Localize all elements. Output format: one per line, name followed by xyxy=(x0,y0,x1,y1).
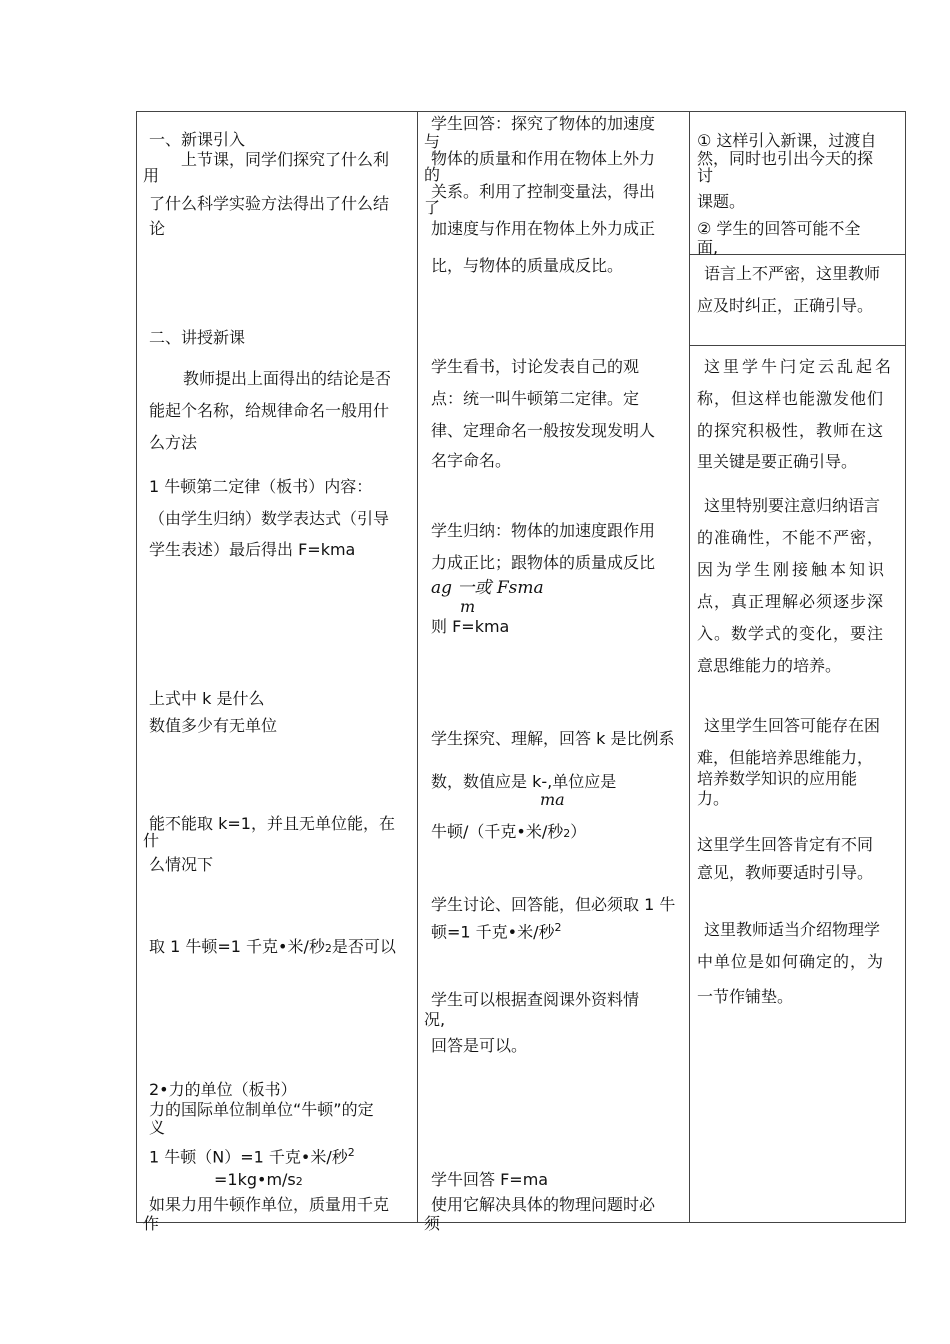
text-line: 加速度与作用在物体上外力成正 xyxy=(431,219,656,238)
student-activity-column xyxy=(417,111,690,1233)
text-line: 1 牛顿第二定律（板书）内容： xyxy=(149,477,373,496)
text-line: 回答是可以。 xyxy=(431,1036,528,1055)
text-line: 一节作铺垫。 xyxy=(697,987,794,1006)
text-line: 讨 xyxy=(697,166,714,185)
text-line: 培养数学知识的应用能 xyxy=(697,769,858,788)
text-line: 力成正比；跟物体的质量成反比 xyxy=(431,553,656,572)
text-line: 的准确性，不能不严密， xyxy=(697,528,885,547)
text-line: 点，真正理解必须逐步深 xyxy=(697,592,885,611)
text-line: =1kg•m/s2 xyxy=(214,1170,303,1189)
text-line: 作 xyxy=(143,1214,160,1233)
text-line: 难，但能培养思维能力， xyxy=(697,748,874,767)
text-line: 律、定理命名一般按发现发明人 xyxy=(431,421,656,440)
text-line: 力。 xyxy=(697,789,730,808)
text-line: 这里学生回答肯定有不同 xyxy=(697,835,874,854)
text-line: 课题。 xyxy=(697,192,746,211)
text-line: 1 牛顿（N）=1 千克•米/秒$^2$ xyxy=(149,1146,355,1167)
text-line: 牛顿/（千克•米/秒2） xyxy=(431,822,587,841)
text-line: 么方法 xyxy=(149,433,198,452)
text-line: 比，与物体的质量成反比。 xyxy=(431,256,624,275)
text-line: （由学生归纳）数学表达式（引导 xyxy=(149,509,390,528)
text-line: 学生回答：探究了物体的加速度 xyxy=(431,114,656,133)
text-line: 这里学生回答可能存在困 xyxy=(704,716,881,735)
text-line: 中单位是如何确定的，为 xyxy=(697,952,885,971)
text-line: 这里特别要注意归纳语言 xyxy=(704,496,881,515)
text-line: 与 xyxy=(424,132,441,151)
text-line: 然，同时也引出今天的探 xyxy=(697,149,874,168)
text-line: 学牛回答 F=ma xyxy=(431,1170,549,1189)
text-line: 里关键是要正确引导。 xyxy=(697,452,858,471)
text-line: 这里学牛闩定云乱起名 xyxy=(704,357,895,376)
text-line: 因为学生刚接触本知识 xyxy=(697,560,888,579)
text-line: 关系。利用了控制变量法，得出 xyxy=(431,182,656,201)
text-line: 意见，教师要适时引导。 xyxy=(697,863,874,882)
text-line: 学生可以根据查阅课外资料情 xyxy=(431,990,640,1009)
text-line: 学生表述）最后得出 F=kma xyxy=(149,540,356,559)
text-line: 点：统一叫牛顿第二定律。定 xyxy=(431,389,640,408)
text-line: 上节课，同学们探究了什么利 xyxy=(181,150,390,169)
text-line: 么情况下 xyxy=(149,855,214,874)
text-line: 义 xyxy=(149,1118,166,1137)
notes-divider xyxy=(689,345,906,346)
text-line: 2•力的单位（板书） xyxy=(149,1080,297,1099)
text-line: 称，但这样也能激发他们 xyxy=(697,389,885,408)
text-line: 教师提出上面得出的结论是否 xyxy=(183,369,392,388)
text-line: 什 xyxy=(143,831,160,850)
text-line: 使用它解决具体的物理问题时必 xyxy=(431,1195,656,1214)
text-line: 如果力用牛顿作单位，质量用千克 xyxy=(149,1195,390,1214)
teacher-activity-column xyxy=(136,111,418,1233)
section-title: 一、新课引入 xyxy=(149,130,246,149)
text-line: 况, xyxy=(424,1010,446,1029)
text-line: 这里教师适当介绍物理学 xyxy=(704,920,881,939)
text-line: ② 学生的回答可能不全 xyxy=(697,219,861,238)
text-line: 入。数学式的变化，要注 xyxy=(697,624,885,643)
text-line: 顿=1 千克•米/秒$^2$ xyxy=(431,921,562,942)
text-line: 取 1 牛顿=1 千克•米/秒2是否可以 xyxy=(149,937,396,956)
text-line: 物体的质量和作用在物体上外力 xyxy=(431,149,656,168)
text-line: 能起个名称，给规律命名一般用什 xyxy=(149,401,390,420)
text-line: 用 xyxy=(143,166,160,185)
formula-denominator: m xyxy=(460,597,476,616)
text-line: 学生探究、理解，回答 k 是比例系 xyxy=(431,729,675,748)
text-line: 数值多少有无单位 xyxy=(149,716,278,735)
text-line: 名字命名。 xyxy=(431,451,512,470)
text-line: 则 F=kma xyxy=(431,617,510,636)
text-line: 学生归纳：物体的加速度跟作用 xyxy=(431,521,656,540)
text-line: 须 xyxy=(424,1214,441,1233)
text-line: 的 xyxy=(424,165,441,184)
text-line: ① 这样引入新课，过渡自 xyxy=(697,131,877,150)
formula: ag 一或 Fsma xyxy=(431,578,544,598)
text-line: 论 xyxy=(149,219,166,238)
text-line: 学生看书，讨论发表自己的观 xyxy=(431,357,640,376)
text-line: 力的国际单位制单位“牛顿”的定 xyxy=(149,1100,374,1119)
text-line: 面, xyxy=(697,238,719,257)
formula-denominator: ma xyxy=(540,790,565,809)
text-line: 意思维能力的培养。 xyxy=(697,656,842,675)
text-line: 了什么科学实验方法得出了什么结 xyxy=(149,194,390,213)
text-line: 上式中 k 是什么 xyxy=(149,689,265,708)
text-line: 数，数值应是 k-,单位应是 xyxy=(431,772,617,791)
text-line: 语言上不严密，这里教师 xyxy=(704,264,881,283)
text-line: 的探究积极性，教师在这 xyxy=(697,421,885,440)
text-line: 应及时纠正，正确引导。 xyxy=(697,296,874,315)
notes-divider xyxy=(689,254,906,255)
section-title: 二、讲授新课 xyxy=(149,328,246,347)
text-line: 学生讨论、回答能，但必须取 1 牛 xyxy=(431,895,676,914)
text-line: 了 xyxy=(424,198,441,217)
text-line: 能不能取 k=1，并且无单位能，在 xyxy=(149,814,395,833)
